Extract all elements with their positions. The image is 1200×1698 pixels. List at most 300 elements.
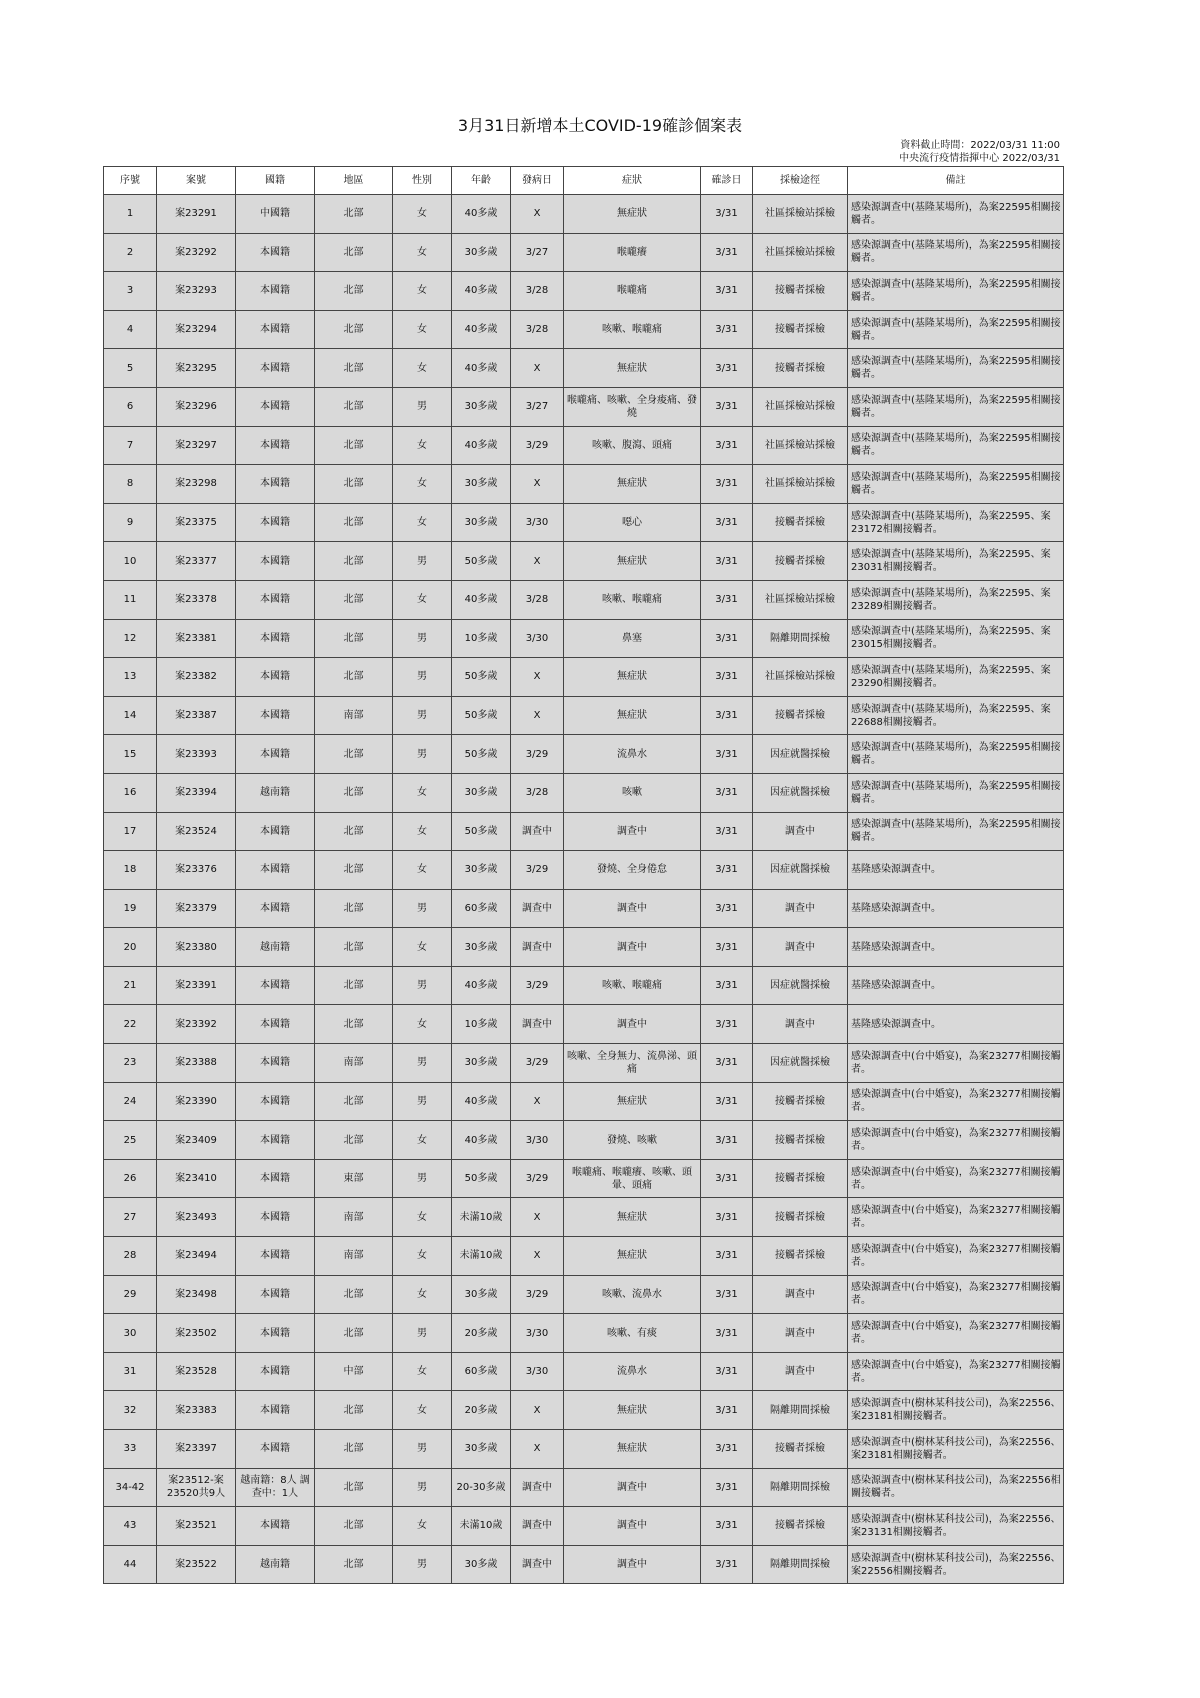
symptoms-cell: 無症狀 [564,1237,701,1276]
nationality-cell: 本國籍 [236,1314,315,1353]
header-cell: 症狀 [564,167,701,195]
gender-cell: 女 [393,1507,452,1546]
nationality-cell: 本國籍 [236,426,315,465]
case-id-cell: 案23293 [157,272,236,311]
nationality-cell: 中國籍 [236,195,315,234]
case-id-cell: 案23296 [157,387,236,426]
case-id-cell: 案23391 [157,966,236,1005]
nationality-cell: 越南籍 [236,773,315,812]
nationality-cell: 本國籍 [236,1082,315,1121]
gender-cell: 女 [393,1352,452,1391]
note-cell: 感染源調查中(基隆某場所)，為案22595相關接觸者。 [848,465,1064,504]
gender-cell: 男 [393,658,452,697]
table-row [104,272,1064,311]
symptoms-cell: 調查中 [564,889,701,928]
symptoms-cell: 鼻塞 [564,619,701,658]
case-id-cell: 案23393 [157,735,236,774]
confirmed-date-cell: 3/31 [701,1005,753,1044]
note-cell: 感染源調查中(基隆某場所)，為案22595相關接觸者。 [848,272,1064,311]
age-cell: 20-30多歲 [452,1468,511,1507]
case-id-cell: 案23410 [157,1159,236,1198]
note-cell: 感染源調查中(基隆某場所)，為案22595相關接觸者。 [848,195,1064,234]
onset-date-cell: X [511,195,564,234]
testing-route-cell: 因症就醫採檢 [753,851,848,890]
region-cell: 北部 [315,1391,393,1430]
confirmed-date-cell: 3/31 [701,426,753,465]
symptoms-cell: 發燒、咳嗽 [564,1121,701,1160]
region-cell: 南部 [315,1198,393,1237]
nationality-cell: 本國籍 [236,580,315,619]
onset-date-cell: 調查中 [511,1005,564,1044]
region-cell: 北部 [315,272,393,311]
confirmed-date-cell: 3/31 [701,1159,753,1198]
case-id-cell: 案23390 [157,1082,236,1121]
age-cell: 50多歲 [452,658,511,697]
onset-date-cell: 3/29 [511,851,564,890]
symptoms-cell: 調查中 [564,1468,701,1507]
note-cell: 感染源調查中(基隆某場所)，為案22595相關接觸者。 [848,735,1064,774]
confirmed-date-cell: 3/31 [701,503,753,542]
testing-route-cell: 因症就醫採檢 [753,1044,848,1083]
gender-cell: 女 [393,851,452,890]
onset-date-cell: 3/30 [511,1352,564,1391]
nationality-cell: 本國籍 [236,1198,315,1237]
onset-date-cell: 3/29 [511,1159,564,1198]
note-cell: 感染源調查中(台中婚宴)，為案23277相關接觸者。 [848,1044,1064,1083]
onset-date-cell: 3/29 [511,1275,564,1314]
symptoms-cell: 咳嗽、全身無力、流鼻涕、頭痛 [564,1044,701,1083]
table-row [104,1082,1064,1121]
onset-date-cell: 3/28 [511,310,564,349]
table-row [104,773,1064,812]
row-number-cell: 20 [104,928,157,967]
onset-date-cell: X [511,1082,564,1121]
gender-cell: 女 [393,1237,452,1276]
testing-route-cell: 接觸者採檢 [753,349,848,388]
case-id-cell: 案23387 [157,696,236,735]
age-cell: 50多歲 [452,812,511,851]
table-row [104,195,1064,234]
age-cell: 40多歲 [452,310,511,349]
table-row [104,387,1064,426]
onset-date-cell: 調查中 [511,812,564,851]
row-number-cell: 13 [104,658,157,697]
nationality-cell: 本國籍 [236,619,315,658]
table-row [104,1468,1064,1507]
testing-route-cell: 社區採檢站採檢 [753,426,848,465]
note-cell: 感染源調查中(基隆某場所)，為案22595相關接觸者。 [848,387,1064,426]
header-cell: 案號 [157,167,236,195]
testing-route-cell: 因症就醫採檢 [753,966,848,1005]
age-cell: 40多歲 [452,1121,511,1160]
symptoms-cell: 喉嚨痛、喉嚨癢、咳嗽、頭暈、頭痛 [564,1159,701,1198]
symptoms-cell: 無症狀 [564,1082,701,1121]
note-cell: 基隆感染源調查中。 [848,1005,1064,1044]
testing-route-cell: 調查中 [753,1275,848,1314]
row-number-cell: 33 [104,1430,157,1469]
confirmed-date-cell: 3/31 [701,542,753,581]
gender-cell: 女 [393,310,452,349]
confirmed-date-cell: 3/31 [701,889,753,928]
onset-date-cell: 調查中 [511,1507,564,1546]
age-cell: 30多歲 [452,465,511,504]
header-cell: 性別 [393,167,452,195]
symptoms-cell: 喉嚨癢 [564,233,701,272]
nationality-cell: 本國籍 [236,349,315,388]
note-cell: 基隆感染源調查中。 [848,928,1064,967]
nationality-cell: 本國籍 [236,696,315,735]
gender-cell: 男 [393,889,452,928]
onset-date-cell: X [511,349,564,388]
age-cell: 30多歲 [452,503,511,542]
symptoms-cell: 無症狀 [564,696,701,735]
symptoms-cell: 喉嚨痛、咳嗽、全身痠痛、發燒 [564,387,701,426]
case-id-cell: 案23377 [157,542,236,581]
row-number-cell: 31 [104,1352,157,1391]
symptoms-cell: 無症狀 [564,1430,701,1469]
onset-date-cell: X [511,1430,564,1469]
confirmed-date-cell: 3/31 [701,1237,753,1276]
testing-route-cell: 社區採檢站採檢 [753,233,848,272]
nationality-cell: 本國籍 [236,658,315,697]
region-cell: 北部 [315,1275,393,1314]
nationality-cell: 本國籍 [236,889,315,928]
table-row [104,966,1064,1005]
data-cutoff-time: 資料截止時間：2022/03/31 11:00 [900,140,1060,151]
gender-cell: 男 [393,1545,452,1584]
onset-date-cell: 3/29 [511,1044,564,1083]
note-cell: 感染源調查中(基隆某場所)，為案22595相關接觸者。 [848,349,1064,388]
region-cell: 北部 [315,1468,393,1507]
row-number-cell: 23 [104,1044,157,1083]
confirmed-date-cell: 3/31 [701,310,753,349]
case-id-cell: 案23409 [157,1121,236,1160]
row-number-cell: 27 [104,1198,157,1237]
region-cell: 北部 [315,310,393,349]
symptoms-cell: 咳嗽、有痰 [564,1314,701,1353]
region-cell: 南部 [315,696,393,735]
onset-date-cell: 3/30 [511,619,564,658]
confirmed-date-cell: 3/31 [701,580,753,619]
header-cell: 確診日 [701,167,753,195]
case-id-cell: 案23298 [157,465,236,504]
symptoms-cell: 調查中 [564,1545,701,1584]
row-number-cell: 28 [104,1237,157,1276]
case-id-cell: 案23381 [157,619,236,658]
table-row [104,889,1064,928]
testing-route-cell: 調查中 [753,889,848,928]
note-cell: 感染源調查中(基隆某場所)，為案22595相關接觸者。 [848,773,1064,812]
region-cell: 北部 [315,233,393,272]
table-row [104,1352,1064,1391]
region-cell: 東部 [315,1159,393,1198]
row-number-cell: 43 [104,1507,157,1546]
row-number-cell: 32 [104,1391,157,1430]
region-cell: 南部 [315,1237,393,1276]
gender-cell: 女 [393,1005,452,1044]
symptoms-cell: 無症狀 [564,658,701,697]
row-number-cell: 14 [104,696,157,735]
age-cell: 30多歲 [452,773,511,812]
gender-cell: 女 [393,1198,452,1237]
table-row [104,658,1064,697]
age-cell: 40多歲 [452,966,511,1005]
testing-route-cell: 接觸者採檢 [753,1198,848,1237]
nationality-cell: 本國籍 [236,1237,315,1276]
region-cell: 北部 [315,1430,393,1469]
age-cell: 10多歲 [452,619,511,658]
onset-date-cell: X [511,542,564,581]
region-cell: 北部 [315,503,393,542]
gender-cell: 女 [393,195,452,234]
testing-route-cell: 接觸者採檢 [753,1507,848,1546]
age-cell: 60多歲 [452,889,511,928]
testing-route-cell: 隔離期間採檢 [753,1468,848,1507]
note-cell: 基隆感染源調查中。 [848,889,1064,928]
table-row [104,1044,1064,1083]
confirmed-date-cell: 3/31 [701,1352,753,1391]
age-cell: 50多歲 [452,542,511,581]
nationality-cell: 越南籍 [236,1545,315,1584]
symptoms-cell: 流鼻水 [564,1352,701,1391]
row-number-cell: 2 [104,233,157,272]
age-cell: 30多歲 [452,1044,511,1083]
confirmed-date-cell: 3/31 [701,928,753,967]
confirmed-date-cell: 3/31 [701,1198,753,1237]
confirmed-date-cell: 3/31 [701,696,753,735]
testing-route-cell: 調查中 [753,812,848,851]
symptoms-cell: 咳嗽、流鼻水 [564,1275,701,1314]
region-cell: 北部 [315,580,393,619]
onset-date-cell: X [511,1237,564,1276]
symptoms-cell: 噁心 [564,503,701,542]
case-id-cell: 案23524 [157,812,236,851]
gender-cell: 男 [393,1082,452,1121]
confirmed-date-cell: 3/31 [701,1082,753,1121]
age-cell: 10多歲 [452,1005,511,1044]
age-cell: 40多歲 [452,1082,511,1121]
testing-route-cell: 調查中 [753,1314,848,1353]
symptoms-cell: 調查中 [564,1005,701,1044]
note-cell: 感染源調查中(樹林某科技公司)，為案22556、案22556相關接觸者。 [848,1545,1064,1584]
region-cell: 中部 [315,1352,393,1391]
table-row [104,542,1064,581]
nationality-cell: 本國籍 [236,233,315,272]
note-cell: 感染源調查中(台中婚宴)，為案23277相關接觸者。 [848,1275,1064,1314]
table-row [104,1275,1064,1314]
table-row [104,1005,1064,1044]
row-number-cell: 6 [104,387,157,426]
region-cell: 北部 [315,195,393,234]
header-cell: 採檢途徑 [753,167,848,195]
case-id-cell: 案23397 [157,1430,236,1469]
header-cell: 發病日 [511,167,564,195]
row-number-cell: 9 [104,503,157,542]
gender-cell: 男 [393,1430,452,1469]
onset-date-cell: X [511,1198,564,1237]
age-cell: 40多歲 [452,272,511,311]
note-cell: 感染源調查中(基隆某場所)，為案22595、案22688相關接觸者。 [848,696,1064,735]
age-cell: 30多歲 [452,1545,511,1584]
symptoms-cell: 咳嗽、腹瀉、頭痛 [564,426,701,465]
gender-cell: 女 [393,812,452,851]
nationality-cell: 本國籍 [236,465,315,504]
testing-route-cell: 接觸者採檢 [753,1159,848,1198]
nationality-cell: 本國籍 [236,542,315,581]
gender-cell: 男 [393,619,452,658]
age-cell: 50多歲 [452,735,511,774]
age-cell: 20多歲 [452,1391,511,1430]
symptoms-cell: 無症狀 [564,1391,701,1430]
confirmed-date-cell: 3/31 [701,966,753,1005]
nationality-cell: 本國籍 [236,1044,315,1083]
testing-route-cell: 接觸者採檢 [753,272,848,311]
age-cell: 未滿10歲 [452,1507,511,1546]
gender-cell: 女 [393,349,452,388]
note-cell: 感染源調查中(基隆某場所)，為案22595、案23015相關接觸者。 [848,619,1064,658]
row-number-cell: 15 [104,735,157,774]
onset-date-cell: 調查中 [511,1545,564,1584]
nationality-cell: 本國籍 [236,812,315,851]
row-number-cell: 12 [104,619,157,658]
age-cell: 30多歲 [452,1275,511,1314]
case-id-cell: 案23375 [157,503,236,542]
region-cell: 北部 [315,349,393,388]
case-table [103,166,1064,1584]
testing-route-cell: 接觸者採檢 [753,310,848,349]
onset-date-cell: 3/30 [511,1121,564,1160]
table-row [104,1391,1064,1430]
row-number-cell: 11 [104,580,157,619]
region-cell: 北部 [315,773,393,812]
note-cell: 感染源調查中(台中婚宴)，為案23277相關接觸者。 [848,1237,1064,1276]
symptoms-cell: 咳嗽 [564,773,701,812]
case-id-cell: 案23498 [157,1275,236,1314]
table-row [104,1237,1064,1276]
age-cell: 30多歲 [452,233,511,272]
nationality-cell: 本國籍 [236,966,315,1005]
testing-route-cell: 因症就醫採檢 [753,773,848,812]
nationality-cell: 越南籍：8人 調查中：1人 [236,1468,315,1507]
nationality-cell: 本國籍 [236,1352,315,1391]
region-cell: 北部 [315,542,393,581]
symptoms-cell: 喉嚨痛 [564,272,701,311]
confirmed-date-cell: 3/31 [701,812,753,851]
region-cell: 北部 [315,889,393,928]
note-cell: 感染源調查中(台中婚宴)，為案23277相關接觸者。 [848,1159,1064,1198]
confirmed-date-cell: 3/31 [701,1468,753,1507]
age-cell: 30多歲 [452,387,511,426]
nationality-cell: 本國籍 [236,1275,315,1314]
table-row [104,1198,1064,1237]
nationality-cell: 本國籍 [236,1121,315,1160]
nationality-cell: 本國籍 [236,1159,315,1198]
symptoms-cell: 調查中 [564,928,701,967]
confirmed-date-cell: 3/31 [701,387,753,426]
onset-date-cell: 3/28 [511,272,564,311]
case-id-cell: 案23295 [157,349,236,388]
note-cell: 感染源調查中(基隆某場所)，為案22595、案23172相關接觸者。 [848,503,1064,542]
case-id-cell: 案23394 [157,773,236,812]
age-cell: 20多歲 [452,1314,511,1353]
gender-cell: 女 [393,272,452,311]
region-cell: 北部 [315,1314,393,1353]
symptoms-cell: 流鼻水 [564,735,701,774]
testing-route-cell: 接觸者採檢 [753,696,848,735]
confirmed-date-cell: 3/31 [701,1121,753,1160]
gender-cell: 男 [393,1159,452,1198]
row-number-cell: 22 [104,1005,157,1044]
testing-route-cell: 社區採檢站採檢 [753,580,848,619]
confirmed-date-cell: 3/31 [701,658,753,697]
nationality-cell: 本國籍 [236,503,315,542]
onset-date-cell: 3/28 [511,580,564,619]
note-cell: 感染源調查中(台中婚宴)，為案23277相關接觸者。 [848,1121,1064,1160]
gender-cell: 女 [393,1391,452,1430]
nationality-cell: 本國籍 [236,310,315,349]
region-cell: 北部 [315,658,393,697]
case-id-cell: 案23528 [157,1352,236,1391]
table-row [104,503,1064,542]
gender-cell: 男 [393,735,452,774]
note-cell: 感染源調查中(樹林某科技公司)，為案22556、案23181相關接觸者。 [848,1391,1064,1430]
case-id-cell: 案23291 [157,195,236,234]
row-number-cell: 24 [104,1082,157,1121]
onset-date-cell: 調查中 [511,928,564,967]
testing-route-cell: 接觸者採檢 [753,1237,848,1276]
note-cell: 感染源調查中(基隆某場所)，為案22595、案23290相關接觸者。 [848,658,1064,697]
case-id-cell: 案23521 [157,1507,236,1546]
gender-cell: 男 [393,1468,452,1507]
confirmed-date-cell: 3/31 [701,465,753,504]
region-cell: 南部 [315,1044,393,1083]
note-cell: 感染源調查中(台中婚宴)，為案23277相關接觸者。 [848,1082,1064,1121]
nationality-cell: 越南籍 [236,928,315,967]
confirmed-date-cell: 3/31 [701,773,753,812]
nationality-cell: 本國籍 [236,735,315,774]
table-row [104,928,1064,967]
case-id-cell: 案23382 [157,658,236,697]
table-row [104,735,1064,774]
onset-date-cell: X [511,465,564,504]
region-cell: 北部 [315,1507,393,1546]
note-cell: 感染源調查中(基隆某場所)，為案22595、案23289相關接觸者。 [848,580,1064,619]
onset-date-cell: X [511,658,564,697]
row-number-cell: 30 [104,1314,157,1353]
confirmed-date-cell: 3/31 [701,1391,753,1430]
case-id-cell: 案23376 [157,851,236,890]
nationality-cell: 本國籍 [236,272,315,311]
symptoms-cell: 無症狀 [564,542,701,581]
onset-date-cell: 3/29 [511,735,564,774]
onset-date-cell: 調查中 [511,1468,564,1507]
age-cell: 未滿10歲 [452,1198,511,1237]
gender-cell: 女 [393,233,452,272]
nationality-cell: 本國籍 [236,1430,315,1469]
gender-cell: 女 [393,426,452,465]
row-number-cell: 3 [104,272,157,311]
gender-cell: 女 [393,928,452,967]
testing-route-cell: 社區採檢站採檢 [753,387,848,426]
table-row [104,696,1064,735]
nationality-cell: 本國籍 [236,387,315,426]
symptoms-cell: 調查中 [564,812,701,851]
onset-date-cell: 3/27 [511,233,564,272]
gender-cell: 女 [393,1275,452,1314]
case-id-cell: 案23388 [157,1044,236,1083]
note-cell: 感染源調查中(台中婚宴)，為案23277相關接觸者。 [848,1314,1064,1353]
region-cell: 北部 [315,735,393,774]
